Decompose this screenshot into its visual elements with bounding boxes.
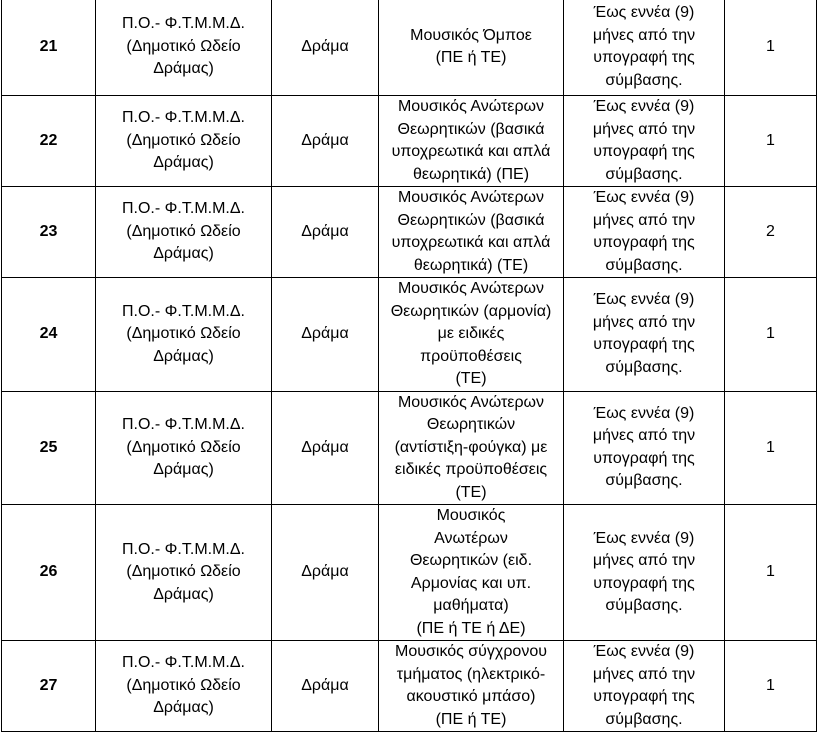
count-cell: 1 [725, 278, 817, 392]
duration-cell: Έως εννέα (9) μήνες από την υπογραφή της σύμβασης. [564, 96, 725, 187]
table-row [2, 505, 817, 641]
table-row [2, 391, 817, 505]
count-cell: 2 [725, 187, 817, 278]
count-cell: 1 [725, 96, 817, 187]
specialty-cell: Μουσικός Ανώτερων Θεωρητικών (βασικά υποχρεωτικά και απλά θεωρητικά) (ΠΕ) [379, 96, 564, 187]
row-number: 21 [2, 0, 96, 96]
row-number: 25 [2, 391, 96, 505]
table-row [2, 641, 817, 732]
agency-cell: Π.Ο.- Φ.Τ.Μ.Μ.Δ. (Δημοτικό Ωδείο Δράμας) [96, 0, 272, 96]
table-row [2, 278, 817, 392]
agency-cell: Π.Ο.- Φ.Τ.Μ.Μ.Δ. (Δημοτικό Ωδείο Δράμας) [96, 391, 272, 505]
location-cell: Δράμα [272, 505, 379, 641]
duration-cell: Έως εννέα (9) μήνες από την υπογραφή της σύμβασης. [564, 187, 725, 278]
location-cell: Δράμα [272, 278, 379, 392]
row-number: 23 [2, 187, 96, 278]
row-number: 24 [2, 278, 96, 392]
specialty-cell: Μουσικός Ανώτερων Θεωρητικών (βασικά υποχρεωτικά και απλά θεωρητικά) (ΤΕ) [379, 187, 564, 278]
location-cell: Δράμα [272, 0, 379, 96]
table-row [2, 187, 817, 278]
location-cell: Δράμα [272, 391, 379, 505]
table-row [2, 0, 817, 96]
count-cell: 1 [725, 641, 817, 732]
duration-cell: Έως εννέα (9) μήνες από την υπογραφή της σύμβασης. [564, 641, 725, 732]
count-cell: 1 [725, 0, 817, 96]
specialty-cell: Μουσικός Ανώτερων Θεωρητικών (αντίστιξη-φούγκα) με ειδικές προϋποθέσεις (ΤΕ) [379, 391, 564, 505]
specialty-cell: Μουσικός Ανώτερων Θεωρητικών (αρμονία) με ειδικές προϋποθέσεις (ΤΕ) [379, 278, 564, 392]
positions-table [1, 0, 817, 732]
table-row [2, 96, 817, 187]
duration-cell: Έως εννέα (9) μήνες από την υπογραφή της σύμβασης. [564, 505, 725, 641]
agency-cell: Π.Ο.- Φ.Τ.Μ.Μ.Δ. (Δημοτικό Ωδείο Δράμας) [96, 187, 272, 278]
agency-cell: Π.Ο.- Φ.Τ.Μ.Μ.Δ. (Δημοτικό Ωδείο Δράμας) [96, 641, 272, 732]
count-cell: 1 [725, 505, 817, 641]
location-cell: Δράμα [272, 96, 379, 187]
duration-cell: Έως εννέα (9) μήνες από την υπογραφή της σύμβασης. [564, 278, 725, 392]
specialty-cell: Μουσικός σύγχρονου τμήματος (ηλεκτρικό- ακουστικό μπάσο) (ΠΕ ή ΤΕ) [379, 641, 564, 732]
specialty-cell: Μουσικός Ανωτέρων Θεωρητικών (ειδ. Αρμονίας και υπ. μαθήματα) (ΠΕ ή ΤΕ ή ΔΕ) [379, 505, 564, 641]
row-number: 26 [2, 505, 96, 641]
agency-cell: Π.Ο.- Φ.Τ.Μ.Μ.Δ. (Δημοτικό Ωδείο Δράμας) [96, 96, 272, 187]
agency-cell: Π.Ο.- Φ.Τ.Μ.Μ.Δ. (Δημοτικό Ωδείο Δράμας) [96, 278, 272, 392]
row-number: 27 [2, 641, 96, 732]
count-cell: 1 [725, 391, 817, 505]
duration-cell: Έως εννέα (9) μήνες από την υπογραφή της σύμβασης. [564, 0, 725, 96]
duration-cell: Έως εννέα (9) μήνες από την υπογραφή της σύμβασης. [564, 391, 725, 505]
specialty-cell: Μουσικός Όμποε (ΠΕ ή ΤΕ) [379, 0, 564, 96]
row-number: 22 [2, 96, 96, 187]
agency-cell: Π.Ο.- Φ.Τ.Μ.Μ.Δ. (Δημοτικό Ωδείο Δράμας) [96, 505, 272, 641]
location-cell: Δράμα [272, 641, 379, 732]
location-cell: Δράμα [272, 187, 379, 278]
